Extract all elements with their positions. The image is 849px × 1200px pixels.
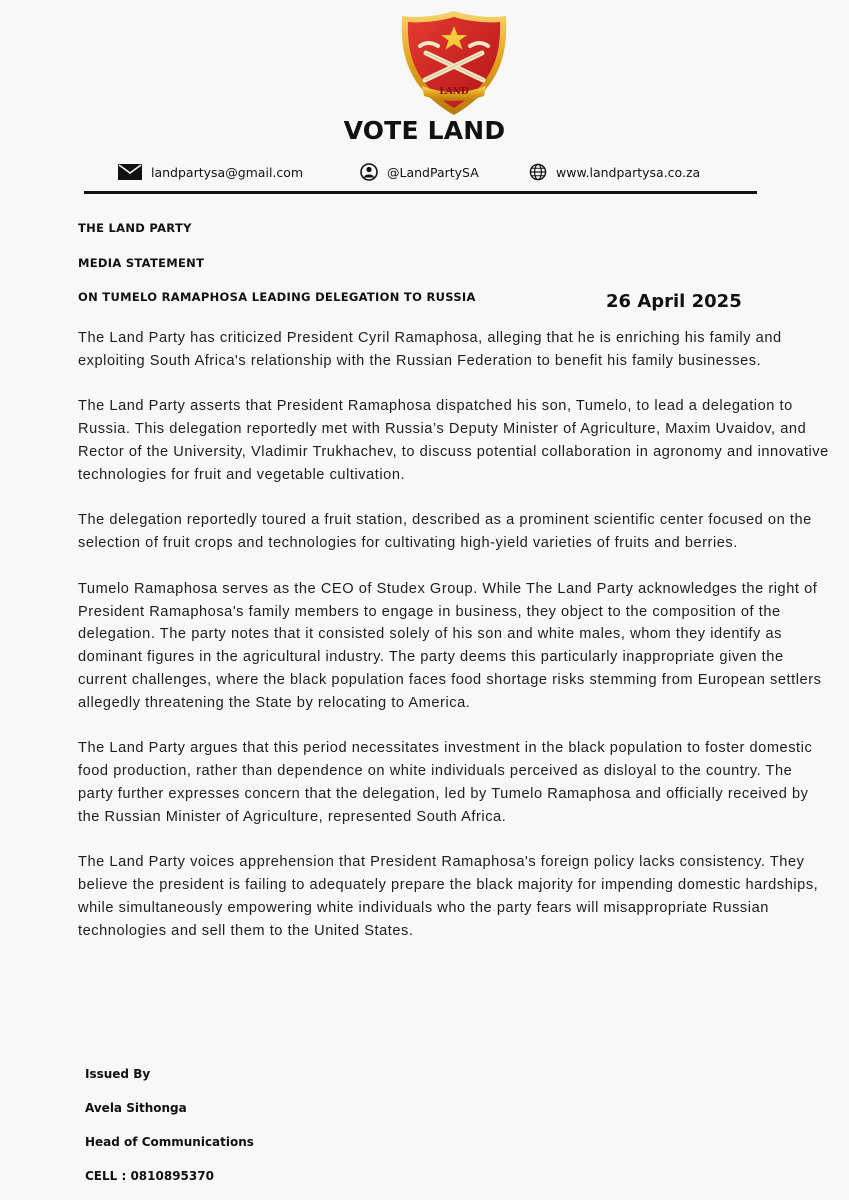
paragraph: The Land Party asserts that President Ramaphosa dispatched his son, Tumelo, to lead a delegation to Russia. This delegation reportedly met with Russia’s Deputy Minister of Agriculture, Maxim Uvaidov, and Rector of the University, Vladimir Trukhachev, to discuss potential collaboration in agronomy and innovative technologies for fruit and vegetable cultivation.	[78, 398, 829, 483]
header-divider	[84, 191, 757, 194]
statement-date: 26 April 2025	[606, 291, 742, 312]
paragraph: The Land Party argues that this period necessitates investment in the black population to foster domestic food production, rather than dependence on white individuals perceived as disloyal to the country. The party further expresses concern that the delegation, led by Tumelo Ramaphosa and officially received by the Russian Minister of Agriculture, represented South Africa.	[78, 740, 813, 825]
subject-heading: ON TUMELO RAMAPHOSA LEADING DELEGATION TO RUSSIA	[78, 290, 476, 304]
shield-logo-icon	[398, 8, 510, 118]
contact-website-text[interactable]: www.landpartysa.co.za	[556, 164, 701, 180]
envelope-icon	[118, 164, 142, 180]
contact-social-text[interactable]: @LandPartySA	[387, 164, 479, 180]
contact-email[interactable]	[118, 160, 303, 184]
issuer-role: Head of Communications	[85, 1135, 254, 1149]
issued-by-label: Issued By	[85, 1067, 151, 1081]
land-party-logo	[398, 8, 510, 118]
globe-icon	[529, 163, 547, 181]
statement-body	[78, 327, 830, 943]
paragraph: The delegation reportedly toured a fruit station, described as a prominent scientific center focused on the selection of fruit crops and technologies for cultivating high-yield varieties of fruits and berries.	[78, 512, 812, 552]
issuer-cell: CELL : 0810895370	[85, 1169, 214, 1183]
user-icon	[360, 163, 378, 181]
org-heading: THE LAND PARTY	[78, 221, 192, 235]
statement-type-heading: MEDIA STATEMENT	[78, 256, 205, 270]
logo-ribbon-text: LAND	[439, 87, 469, 97]
paragraph: Tumelo Ramaphosa serves as the CEO of Studex Group. While The Land Party acknowledges the right of President Ramaphosa's family members to engage in business, they object to the composition of the delegation. The party notes that it consisted solely of his son and white males, whom they identify as dominant figures in the agricultural industry. The party deems this particularly inappropriate given the current challenges, where the black population faces food shortage risks stemming from European settlers allegedly threatening the State by relocating to America.	[78, 580, 822, 711]
contact-website[interactable]	[529, 160, 700, 184]
contact-email-text[interactable]: landpartysa@gmail.com	[151, 164, 304, 180]
vote-land-title: VOTE LAND	[343, 116, 506, 145]
paragraph: The Land Party has criticized President Cyril Ramaphosa, alleging that he is enriching his family and exploiting South Africa's relationship with the Russian Federation to benefit his family businesses.	[78, 330, 782, 369]
issuer-name: Avela Sithonga	[85, 1101, 187, 1115]
contact-social[interactable]	[360, 160, 479, 184]
paragraph: The Land Party voices apprehension that President Ramaphosa's foreign policy lacks consistency. They believe the president is failing to adequately prepare the black majority for impending domestic hardships, while simultaneously empowering white individuals who the party fears will misappropriate Russian technologies and sell them to the United States.	[78, 854, 819, 939]
